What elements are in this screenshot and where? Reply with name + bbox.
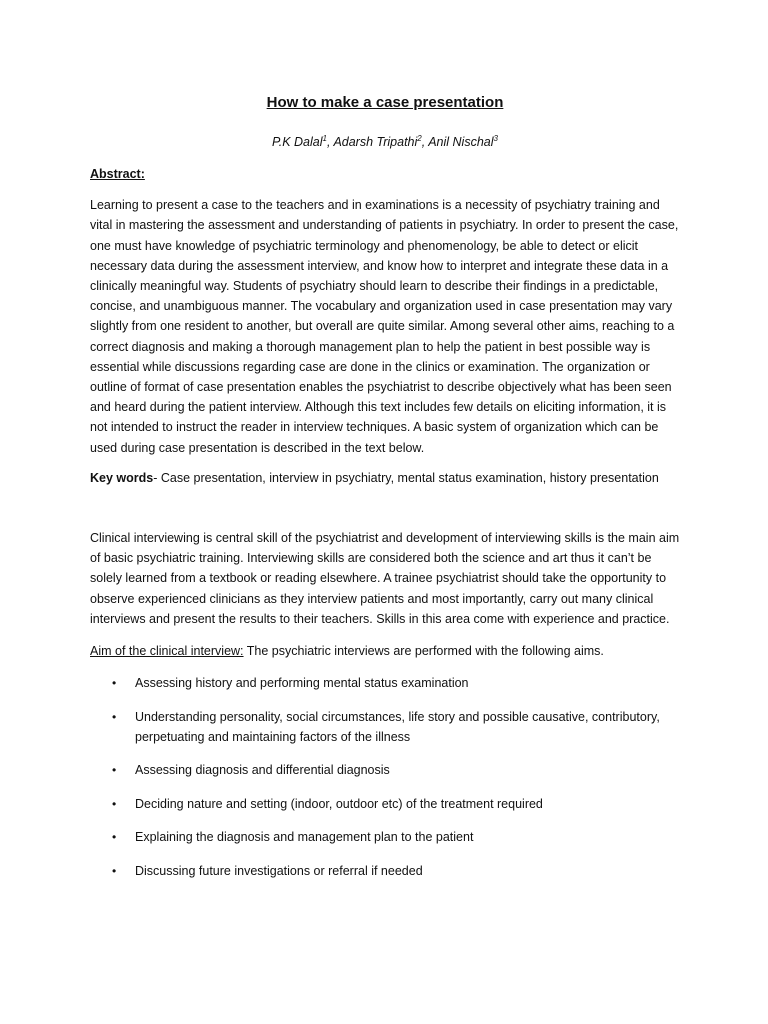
bullet-icon: • (112, 863, 117, 878)
bullet-icon: • (112, 763, 117, 778)
list-item (90, 760, 680, 780)
list-item-text: Assessing history and performing mental status examination (135, 676, 469, 691)
aims-list (90, 673, 680, 881)
author-name: P.K Dalal (272, 135, 323, 150)
list-item-text: Assessing diagnosis and differential diagnosis (135, 763, 390, 778)
abstract-paragraph: Learning to present a case to the teachers and in examinations is a necessity of psychiatry training and vital in mastering the assessment and understanding of patients in psychiatry. In order to present the case, one must have knowledge of psychiatric terminology and phenomenology, be able to detect or elicit necessary data during the assessment interview, and know how to interpret and integrate these data in a clinically meaningful way. Students of psychiatry should learn to describe their findings in a predictable, concise, and unambiguous manner. The vocabulary and organization used in case presentation may vary slightly from one resident to another, but overall are quite similar. Among several other aims, reaching to a correct diagnosis and making a thorough management plan to help the patient in best possible way is essential while discussions regarding case are done in the clinics or examination. The organization or outline of format of case presentation enables the psychiatrist to describe objectively what has been seen and heard during the patient interview. Although this text includes few details on eliciting information, it is not intended to instruct the reader in interview techniques. A basic system of organization which can be used during case presentation is described in the text below. (90, 198, 679, 455)
list-item-text: Discussing future investigations or referral if needed (135, 863, 423, 878)
author-affiliation: 3 (493, 134, 498, 143)
document-title: How to make a case presentation (266, 94, 504, 111)
author-affiliation: 2 (417, 134, 422, 143)
list-item-text: Deciding nature and setting (indoor, outdoor etc) of the treatment required (135, 796, 543, 811)
clinical-interview-paragraph: Clinical interviewing is central skill of the psychiatrist and development of interviewing skills is the main aim of basic psychiatric training. Interviewing skills are considered both the science and art thus it can’t be solely learned from a textbook or reading elsewhere. A trainee psychiatrist should take the opportunity to observe experienced clinicians as they interview patients and most importantly, carry out many clinical interviews and present the results to their teachers. Skills in this area come with experience and practice. (90, 531, 680, 626)
author-name: Anil Nischal (428, 135, 494, 150)
list-item (90, 827, 680, 847)
author-separator: , (326, 135, 334, 150)
list-item (90, 861, 680, 881)
list-item (90, 707, 680, 747)
list-item-text: Explaining the diagnosis and management plan to the patient (135, 830, 474, 845)
list-item-text: Understanding personality, social circumstances, life story and possible causative, contributory, perpetuating and maintaining factors of the illness (135, 709, 660, 744)
aim-paragraph (90, 641, 680, 661)
author-line (90, 130, 680, 151)
list-item (90, 794, 680, 814)
aim-label: Aim of the clinical interview: (90, 644, 244, 659)
document-content (90, 92, 680, 894)
abstract-heading: Abstract: (90, 167, 145, 182)
author-affiliation: 1 (322, 134, 327, 143)
bullet-icon: • (112, 830, 117, 845)
list-item (90, 673, 680, 693)
author-name: Adarsh Tripathi (333, 135, 418, 150)
keywords-paragraph (90, 468, 680, 488)
keywords-text: - Case presentation, interview in psychiatry, mental status examination, history presentation (153, 470, 659, 485)
bullet-icon: • (112, 709, 117, 724)
author-separator: , (421, 135, 429, 150)
bullet-icon: • (112, 676, 117, 691)
keywords-label: Key words (90, 470, 154, 485)
aim-text: The psychiatric interviews are performed with the following aims. (243, 644, 604, 659)
bullet-icon: • (112, 796, 117, 811)
